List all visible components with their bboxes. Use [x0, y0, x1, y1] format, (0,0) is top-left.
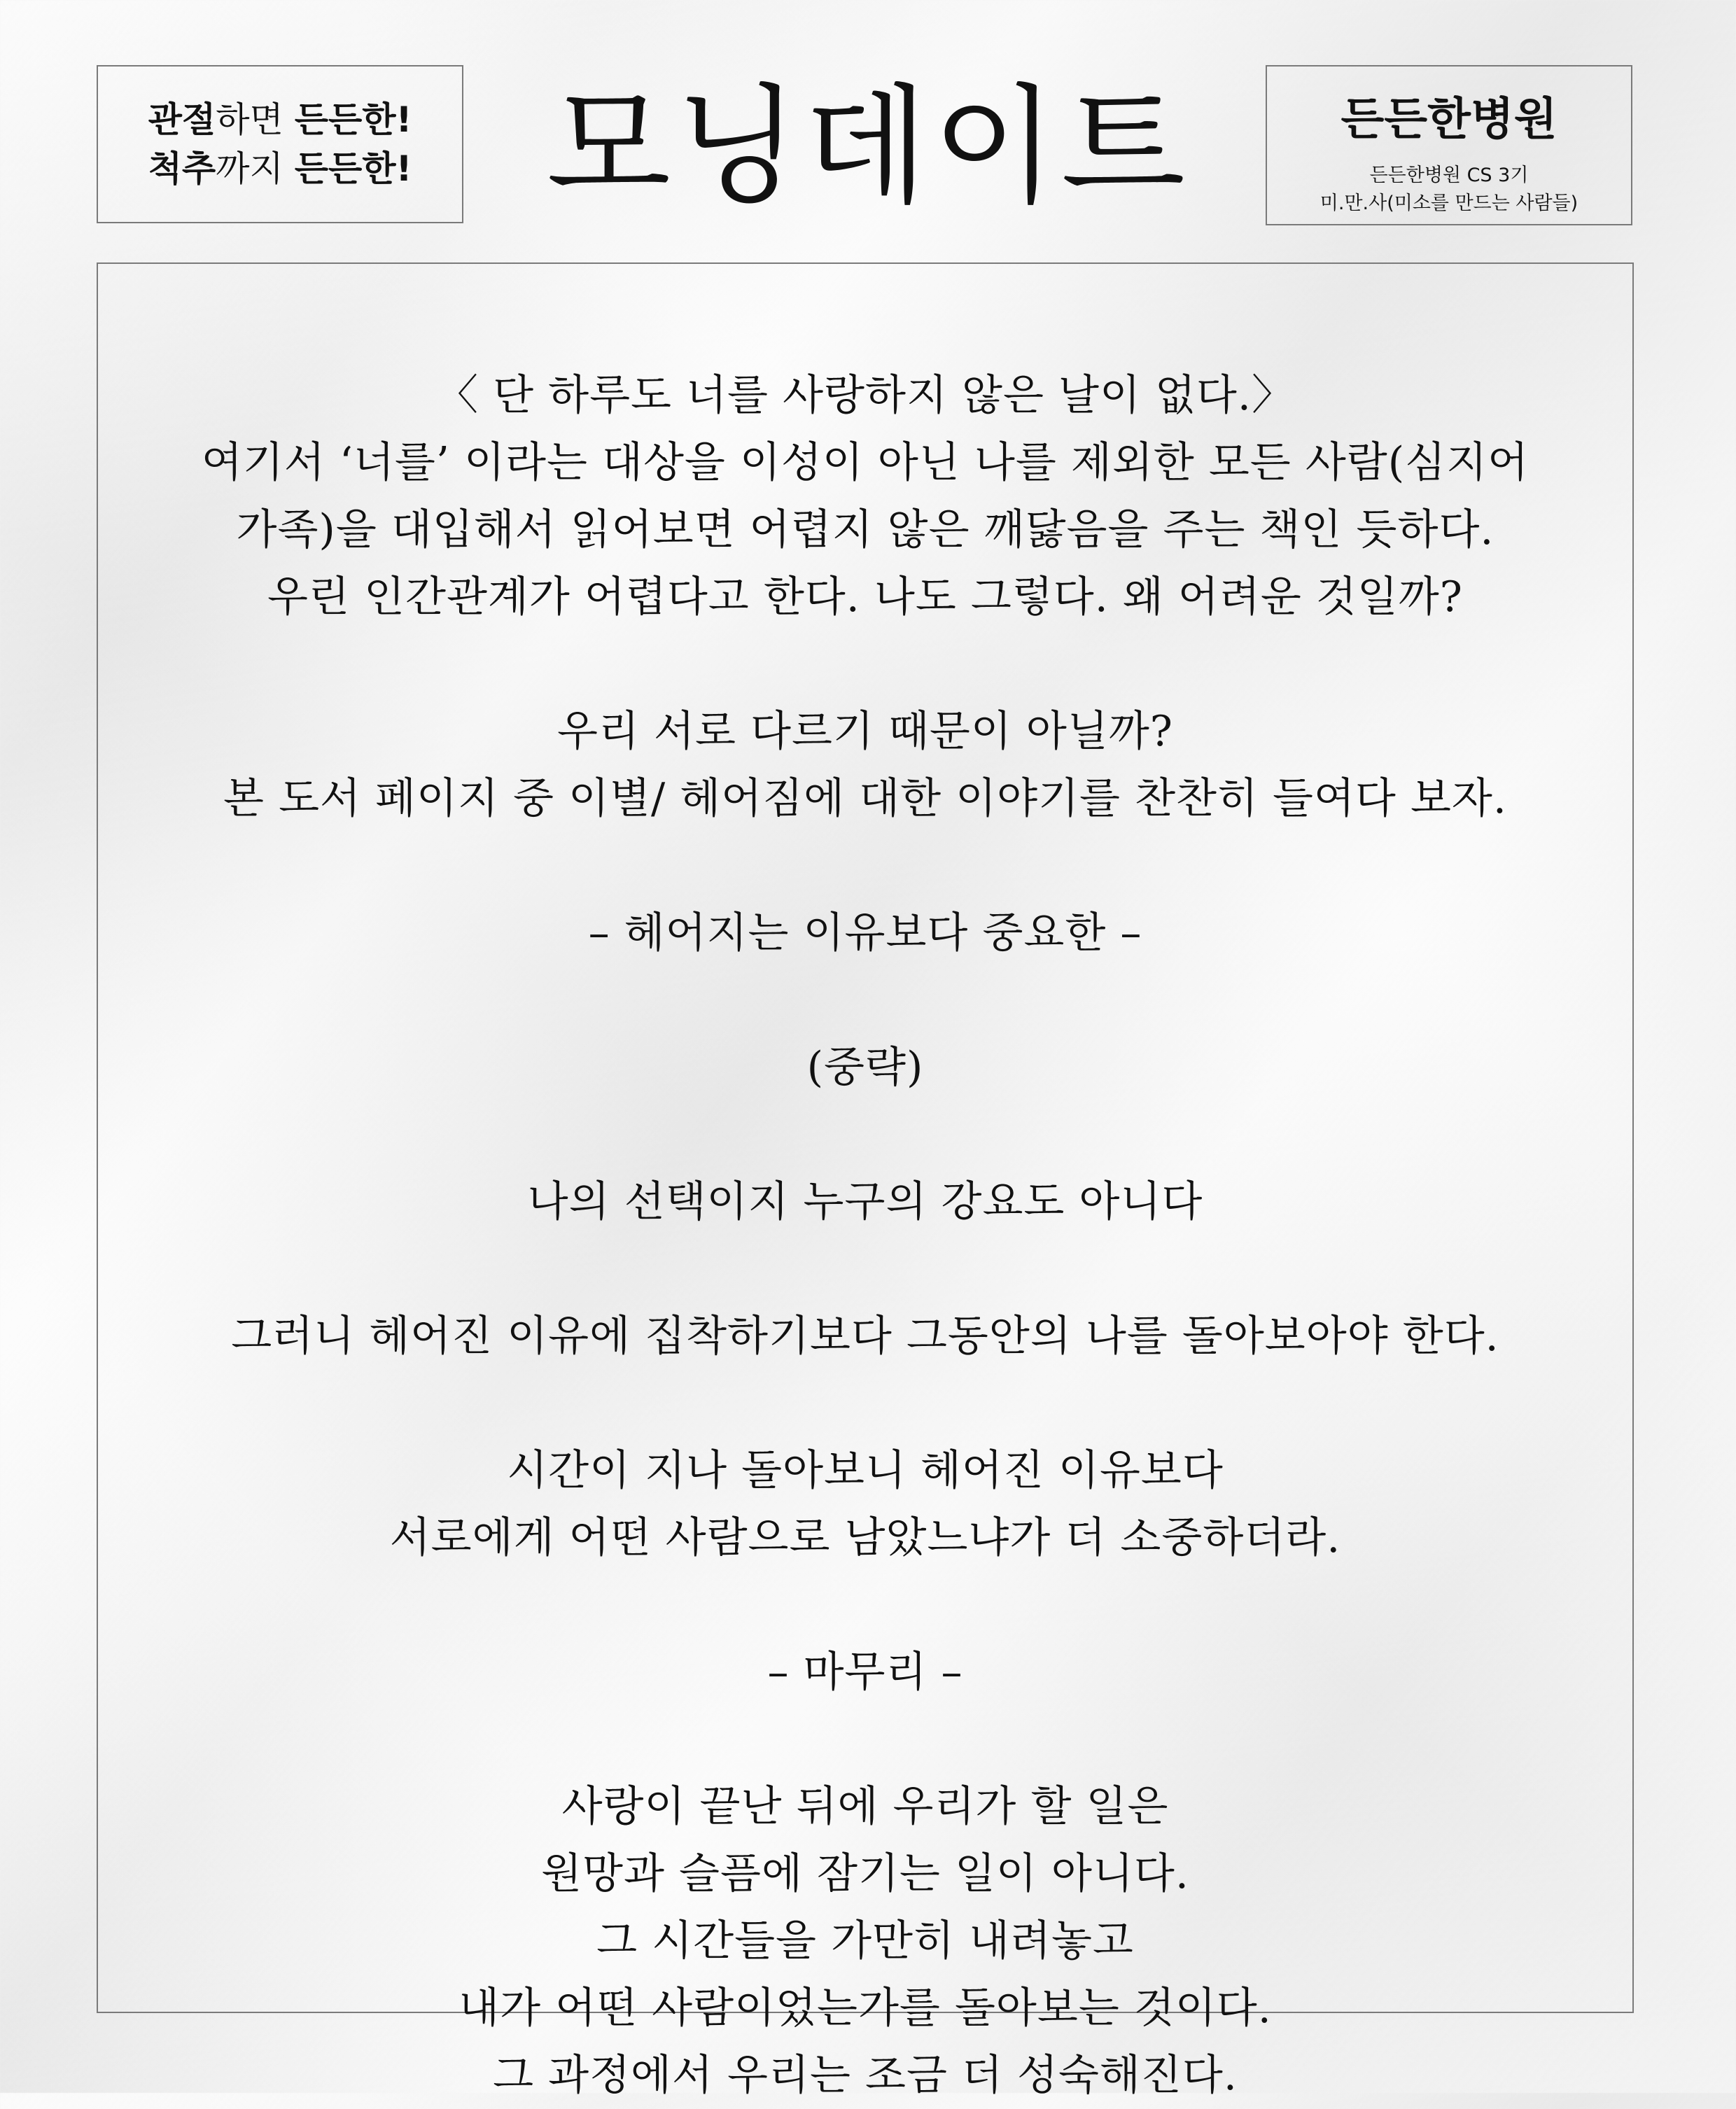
- content-line: (중략): [806, 1043, 924, 1092]
- content-line: 시간이 지나 돌아보니 헤어진 이유보다: [507, 1446, 1224, 1495]
- content-line: 사랑이 끝난 뒤에 우리가 할 일은: [561, 1782, 1169, 1831]
- hospital-box: [1266, 65, 1632, 225]
- page-title: 모닝데이트: [546, 72, 1190, 222]
- hospital-subtitle: [1320, 162, 1578, 218]
- content-line: 그 시간들을 가만히 내려놓고: [596, 1917, 1134, 1966]
- content-line: 우리 서로 다르기 때문이 아닐까?: [557, 707, 1173, 756]
- content-line: 그러니 헤어진 이유에 집착하기보다 그동안의 나를 돌아보아야 한다.: [231, 1312, 1499, 1361]
- slogan-text: 하면: [216, 99, 295, 140]
- slogan-line-1: [148, 95, 412, 144]
- content-line: 그 과정에서 우리는 조금 더 성숙해진다.: [493, 2051, 1238, 2100]
- slogan-keyword: 척추: [148, 148, 216, 189]
- paragraph-gap: [98, 1370, 1632, 1437]
- hospital-name: 든든한병원: [1340, 94, 1558, 146]
- hospital-subtitle-line-2: 미.만.사(미소를 만드는 사람들): [1320, 192, 1578, 214]
- content-box: [97, 262, 1634, 2100]
- content-line: 원망과 슬픔에 잠기는 일이 아니다.: [541, 1849, 1189, 1898]
- slogan-text: 까지: [216, 148, 295, 189]
- paragraph-gap: [98, 1235, 1632, 1303]
- paragraph-gap: [98, 1706, 1632, 1773]
- slogan-box: [97, 65, 463, 223]
- content-line: 우린 인간관계가 어렵다고 한다. 나도 그렇다. 왜 어려운 것일까?: [267, 573, 1463, 622]
- slogan-keyword: 든든한!: [294, 148, 412, 189]
- slogan-keyword: 든든한!: [294, 99, 412, 140]
- content-line: – 마무리 –: [767, 1648, 963, 1697]
- content-line: 본 도서 페이지 중 이별/ 헤어짐에 대한 이야기를 찬찬히 들여다 보자.: [223, 774, 1507, 823]
- content-line: 〈 단 하루도 너를 사랑하지 않은 날이 없다.〉: [436, 371, 1294, 420]
- slogan-keyword: 관절: [148, 99, 216, 140]
- content-line: – 헤어지는 이유보다 중요한 –: [588, 909, 1142, 958]
- content-line: 서로에게 어떤 사람으로 남았느냐가 더 소중하더라.: [389, 1513, 1341, 1562]
- content-line: 가족)을 대입해서 읽어보면 어렵지 않은 깨닳음을 주는 책인 듯하다.: [236, 505, 1494, 554]
- content-text: [98, 362, 1632, 2109]
- paragraph-gap: [98, 967, 1632, 1034]
- paragraph-gap: [98, 1101, 1632, 1168]
- content-line: 여기서 ‘너를’ 이라는 대상을 이성이 아닌 나를 제외한 모든 사람(심지어: [201, 438, 1530, 487]
- paragraph-gap: [98, 832, 1632, 899]
- hospital-subtitle-line-1: 든든한병원 CS 3기: [1369, 164, 1529, 186]
- content-line: 나의 선택이지 누구의 강요도 아니다: [527, 1177, 1203, 1226]
- slogan-line-2: [148, 144, 412, 193]
- content-line: 내가 어떤 사람이었는가를 돌아보는 것이다.: [458, 1984, 1272, 2033]
- paragraph-gap: [98, 631, 1632, 698]
- paragraph-gap: [98, 1571, 1632, 1639]
